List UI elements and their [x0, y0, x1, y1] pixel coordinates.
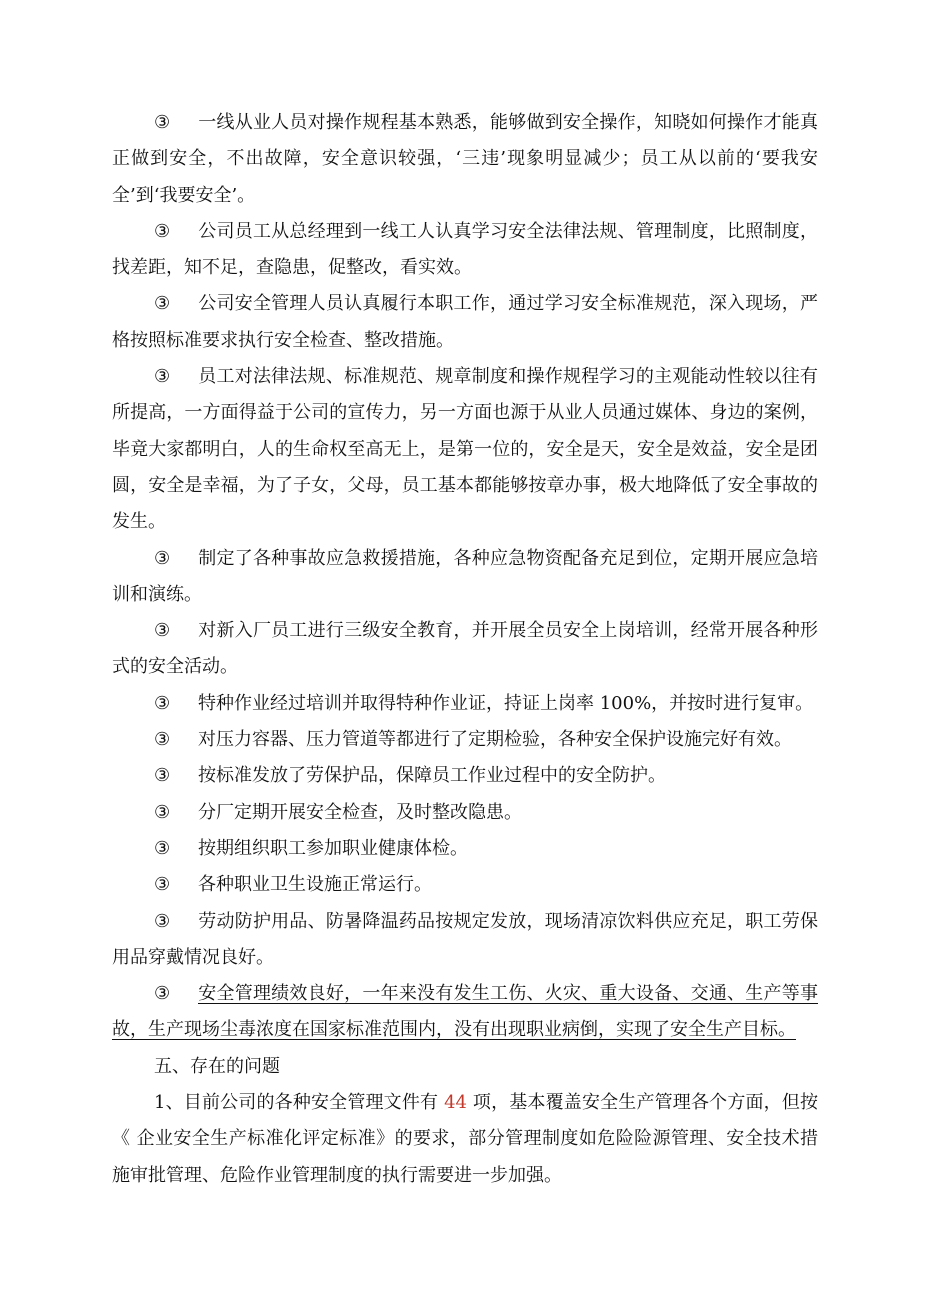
list-item — [112, 722, 818, 758]
list-item — [112, 686, 818, 722]
list-item-text: 安全管理绩效良好，一年来没有发生工伤、火灾、重大设备、交通、生产等事故，生产现场尘毒浓度在国家标准范围内，没有出现职业病倒，实现了安全生产目标。 — [112, 983, 818, 1041]
list-item-text: 特种作业经过培训并取得特种作业证，持证上岗率 100%，并按时进行复审。 — [198, 692, 814, 714]
bullet-marker: ③ — [154, 220, 171, 242]
list-item — [112, 867, 818, 903]
list-item-text: 各种职业卫生设施正常运行。 — [198, 874, 432, 896]
list-item — [112, 541, 818, 614]
bullet-marker: ③ — [154, 112, 171, 133]
bullet-marker: ③ — [154, 620, 171, 642]
list-item — [112, 359, 818, 540]
list-item — [112, 831, 818, 867]
bullet-marker: ③ — [154, 765, 171, 787]
bullet-marker: ③ — [154, 874, 171, 896]
bullet-marker: ③ — [154, 983, 171, 1005]
issue-text-before: 1、目前公司的各种安全管理文件有 — [154, 1092, 439, 1114]
bullet-marker: ③ — [154, 366, 171, 388]
section-heading: 五、存在的问题 — [154, 1055, 280, 1077]
issue-paragraph — [112, 1085, 818, 1194]
list-item — [112, 758, 818, 794]
list-item-text: 公司员工从总经理到一线工人认真学习安全法律法规、管理制度，比照制度，找差距，知不足，查隐患，促整改，看实效。 — [112, 220, 818, 279]
bullet-marker: ③ — [154, 801, 171, 823]
bullet-marker: ③ — [154, 910, 171, 932]
document-count: 44 — [444, 1092, 468, 1114]
bullet-marker: ③ — [154, 293, 171, 315]
list-item-text: 对压力容器、压力管道等都进行了定期检验，各种安全保护设施完好有效。 — [198, 729, 792, 751]
list-item-text: 对新入厂员工进行三级安全教育，并开展全员安全上岗培训，经常开展各种形式的安全活动。 — [112, 620, 818, 678]
list-item — [112, 214, 818, 287]
issue-text-after: 项，基本覆盖安全生产管理各个方面，但按《 企业安全生产标准化评定标准》的要求，部分管理制度如危险险源管理、安全技术措施审批管理、危险作业管理制度的执行需要进一步加强。 — [112, 1092, 819, 1186]
list-item — [112, 795, 818, 831]
list-item-text: 制定了各种事故应急救援措施，各种应急物资配备充足到位，定期开展应急培训和演练。 — [112, 547, 818, 605]
bullet-marker: ③ — [154, 547, 171, 569]
list-item-text: 分厂定期开展安全检查，及时整改隐患。 — [198, 801, 522, 823]
list-item-text: 按标准发放了劳保护品，保障员工作业过程中的安全防护。 — [198, 765, 666, 787]
bullet-marker: ③ — [154, 837, 171, 859]
list-item-text: 按期组织职工参加职业健康体检。 — [198, 837, 468, 859]
bullet-marker: ③ — [154, 692, 171, 714]
list-item-text: 劳动防护用品、防暑降温药品按规定发放，现场清凉饮料供应充足，职工劳保用品穿戴情况良好。 — [112, 910, 818, 968]
bullet-marker: ③ — [154, 729, 171, 751]
list-item-text: 员工对法律法规、标准规范、规章制度和操作规程学习的主观能动性较以往有所提高，一方面得益于公司的宣传力，另一方面也源于从业人员通过媒体、身边的案例，毕竟大家都明白，人的生命权至高无上，是第一位的，安全是天，安全是效益，安全是团圆，安全是幸福，为了子女，父母，员工基本都能够按章办事，极大地降低了安全事故的发生。 — [112, 366, 818, 533]
list-item-underlined — [112, 976, 818, 1049]
list-item — [112, 286, 818, 359]
list-item-text: 一线从业人员对操作规程基本熟悉，能够做到安全操作，知晓如何操作才能真正做到安全，不出故障，安全意识较强，‘三违’现象明显减少；员工从以前的‘要我安全’到‘我要安全’。 — [112, 112, 818, 206]
list-item — [112, 613, 818, 686]
list-item-text: 公司安全管理人员认真履行本职工作，通过学习安全标准规范，深入现场，严格按照标准要求执行安全检查、整改措施。 — [112, 293, 818, 351]
document-page — [112, 105, 818, 1194]
list-item — [112, 904, 818, 977]
list-item — [112, 105, 818, 214]
